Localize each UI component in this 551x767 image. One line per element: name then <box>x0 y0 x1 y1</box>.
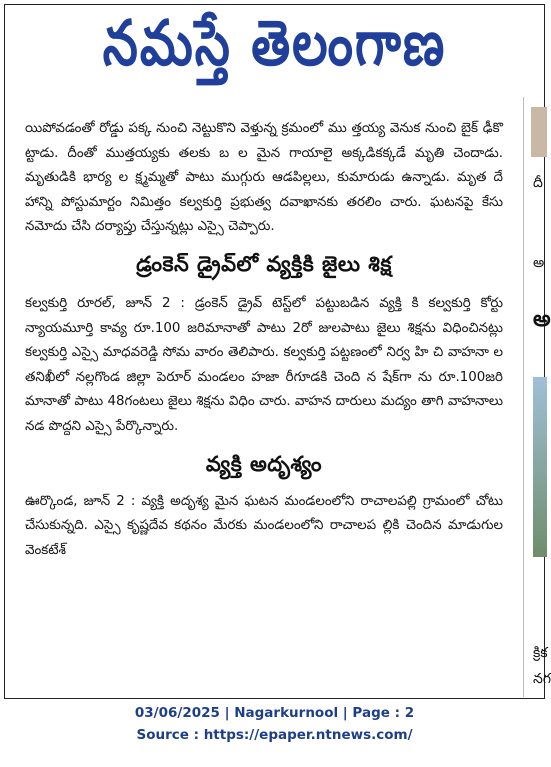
column-divider <box>523 97 524 697</box>
fragment-text: క్రిక <box>533 645 548 661</box>
footer-source: Source : https://epaper.ntnews.com/ <box>136 727 413 743</box>
fragment-text: నగ <box>533 671 551 687</box>
photo-fragment <box>533 377 547 557</box>
source-footer <box>0 702 549 746</box>
photo-fragment <box>531 107 547 157</box>
paragraph-missing-person: ఊర్కొండ, జూన్ 2 : వ్యక్తి అదృశ్య మైన ఘటన మండలంలోని రాచాలపల్లి గ్రామంలో చోటు చేసుకున్నది. ఎస్సై కృష్ణదేవ కథనం మేరకు మండలంలోని రాచాలప ల్లికి చెందిన మాడుగుల వెంకటేశ్ <box>25 493 503 558</box>
headline-missing-person: వ్యక్తి అదృశ్యం <box>205 451 323 476</box>
fragment-text: అ <box>533 255 545 271</box>
newspaper-clipping <box>4 4 551 699</box>
cropped-top-line <box>25 97 503 117</box>
adjacent-column-fragment <box>527 97 551 697</box>
fragment-text: అ <box>533 307 551 332</box>
fragment-text: దీ <box>533 175 543 191</box>
masthead <box>5 5 544 97</box>
headline-drunken-drive: డ్రంకెన్ డ్రైవ్‌లో వ్యక్తికి జైలు శిక్ష <box>136 251 392 276</box>
footer-date-edition: 03/06/2025 | Nagarkurnool | Page : 2 <box>134 705 415 721</box>
masthead-title: నమస్తే తెలంగాణ <box>102 6 447 80</box>
paragraph-accident: యిపోవడంతో రోడ్డు పక్క నుంచి నెట్టుకొని వెళ్తున్న క్రమంలో ము త్తయ్య వెనుక నుంచి బైక్ ఢీకొ ట్టాడు. దీంతో ముత్తయ్యకు తలకు బ ల మైన గాయాలై అక్కడికక్కడే మృతి చెందాడు. మృతుడికి భార్య ల క్ష్మమ్మతో పాటు ముగ్గురు ఆడపిల్లలు, కుమారుడు ఉన్నాడు. మృత దే హాన్ని పోస్టుమార్టం నిమిత్తం కల్వకుర్తి ప్రభుత్వ దవాఖానకు తరలిం చారు. ఘటనపై కేసు నమోదు చేసి దర్యాప్తు చేస్తున్నట్లు ఎస్సై చెప్పారు. <box>25 121 503 235</box>
paragraph-drunken-drive: కల్వకుర్తి రూరల్, జూన్ 2 : డ్రంకెన్ డ్రైవ్ టెస్ట్‌లో పట్టుబడిన వ్యక్తి కి కల్వకుర్తి కోర్టు న్యాయమూర్తి కావ్య రూ.100 జరిమానాతో పాటు 2రో జులపాటు జైలు శిక్షను విధించినట్లు కల్వకుర్తి ఎస్సై మాధవరెడ్డి సోమ వారం తెలిపారు. కల్వకుర్తి పట్టణంలో నిర్వ హి చి వాహనా ల తనిఖీలో నల్లగొండ జిల్లా పెరూర్ మండలం హజా రీ‌గూడకి చెంది న షేక్‌గా ను రూ.100జరి మానాతో పాటు 48గంటలు జైలు శిక్షను విధిం చారు. వాహన దారులు మద్యం తాగి వాహనాలు నడ పొద్దని ఎస్సై పేర్కొన్నారు. <box>25 295 503 434</box>
article-column <box>25 97 503 697</box>
